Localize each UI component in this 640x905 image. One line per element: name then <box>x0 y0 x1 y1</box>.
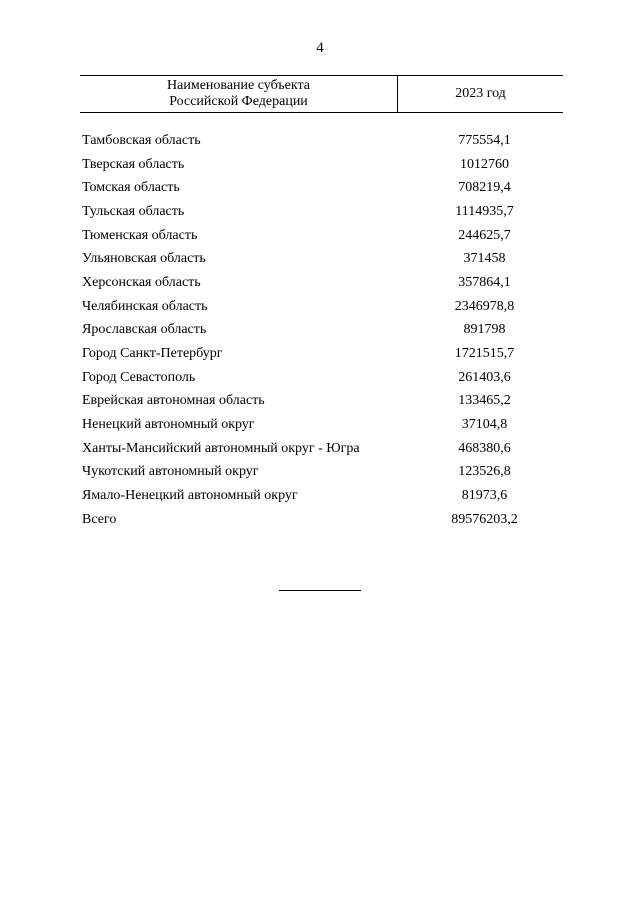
subject-value: 708219,4 <box>458 180 511 196</box>
subject-name: Челябинская область <box>82 298 208 314</box>
subject-name: Ненецкий автономный округ <box>82 417 255 433</box>
table-row <box>82 200 563 224</box>
subject-value: 261403,6 <box>458 369 511 385</box>
subject-name: Томская область <box>82 180 180 196</box>
table-row <box>82 437 563 461</box>
column-header-year: 2023 год <box>455 86 506 101</box>
table-row <box>82 224 563 248</box>
subject-name: Город Санкт-Петербург <box>82 346 223 362</box>
subject-name: Тверская область <box>82 156 185 172</box>
subject-value: 37104,8 <box>461 417 508 433</box>
subject-value: 468380,6 <box>458 440 511 456</box>
table-body <box>82 129 563 532</box>
table-row <box>82 319 563 343</box>
subject-value: 357864,1 <box>458 274 511 290</box>
subject-name: Херсонская область <box>82 274 201 290</box>
table-row <box>82 413 563 437</box>
subject-name: Чукотский автономный округ <box>82 464 259 480</box>
subject-value: 1721515,7 <box>454 346 515 362</box>
subject-name: Город Севастополь <box>82 369 196 385</box>
subject-value: 123526,8 <box>458 464 511 480</box>
subject-value: 1114935,7 <box>455 203 514 219</box>
end-divider <box>279 590 361 591</box>
subject-name: Еврейская автономная область <box>82 393 265 409</box>
subject-value: 81973,6 <box>461 488 508 504</box>
subject-value: 775554,1 <box>458 132 511 148</box>
table-row <box>82 484 563 508</box>
subject-value: 244625,7 <box>458 227 511 243</box>
subject-name: Ярославская область <box>82 322 207 338</box>
table-row <box>82 247 563 271</box>
subject-value: 371458 <box>463 251 506 267</box>
table-row <box>82 366 563 390</box>
column-header-subject-line2: Российской Федерации <box>169 94 308 109</box>
table-row <box>82 271 563 295</box>
subject-name: Тюменская область <box>82 227 198 243</box>
column-header-subject-line1: Наименование субъекта <box>167 78 310 93</box>
subject-name: Тульская область <box>82 203 185 219</box>
table-header <box>80 75 563 113</box>
table-row <box>82 390 563 414</box>
page-number: 4 <box>316 40 324 56</box>
subject-name: Ханты-Мансийский автономный округ - Югра <box>82 440 360 456</box>
subject-value: 2346978,8 <box>454 298 515 314</box>
table-row <box>82 461 563 485</box>
table-row <box>82 508 563 532</box>
subject-value: 133465,2 <box>458 393 511 409</box>
subject-name: Ямало-Ненецкий автономный округ <box>82 488 298 504</box>
table-row <box>82 342 563 366</box>
subject-name: Тамбовская область <box>82 132 201 148</box>
subject-value: 1012760 <box>460 156 509 172</box>
subject-value: 891798 <box>463 322 506 338</box>
table-row <box>82 153 563 177</box>
subject-name: Ульяновская область <box>82 251 206 267</box>
table-row <box>82 295 563 319</box>
table-row <box>82 129 563 153</box>
column-header-subject <box>80 76 398 112</box>
table-row <box>82 176 563 200</box>
subject-value: 89576203,2 <box>451 511 518 527</box>
subject-name: Всего <box>82 511 117 527</box>
